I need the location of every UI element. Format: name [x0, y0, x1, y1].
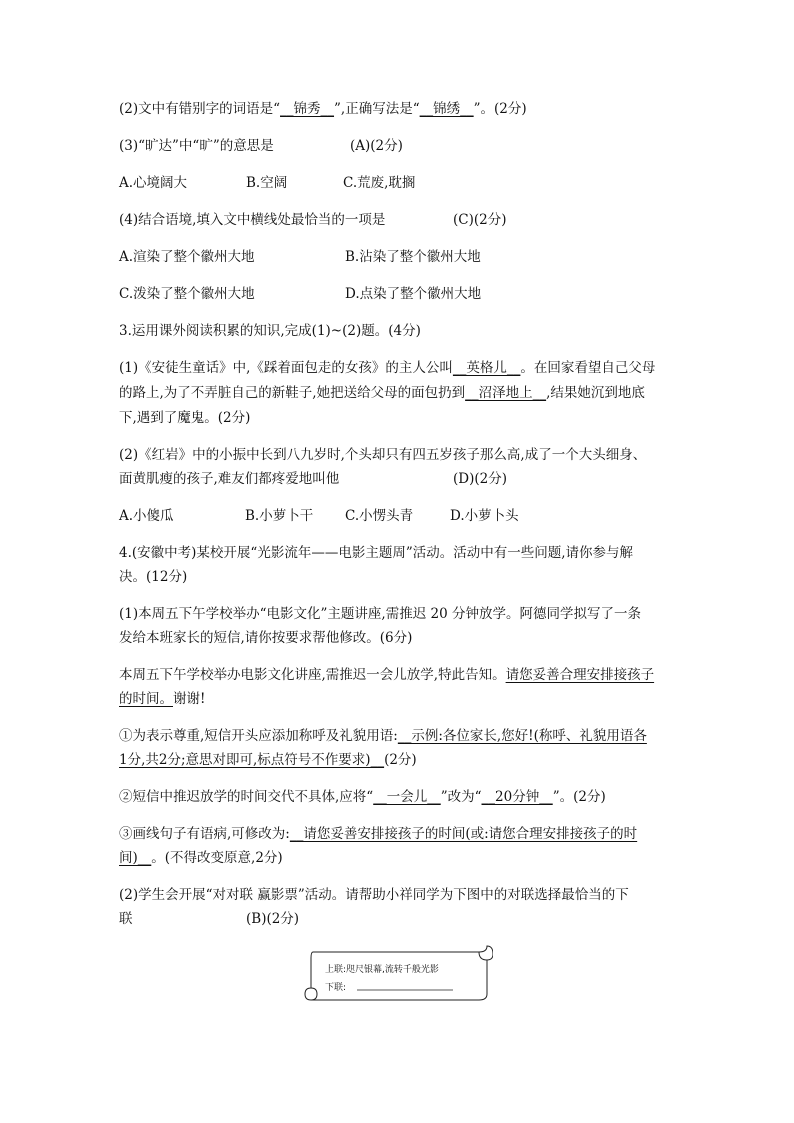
- q2-3-answer: (A)(2分): [350, 138, 403, 154]
- q4-1-line2: 发给本班家长的短信,请你按要求帮他修改。(6分): [119, 630, 413, 646]
- q4-2-answer: (B)(2分): [246, 911, 300, 927]
- q3-1-line2: 的路上,为了不弄脏自己的新鞋子,她把送给父母的面包扔到__沼泽地上__,结果她沉到地底: [119, 385, 645, 401]
- sms-line1: 本周五下午学校举办电影文化讲座,需推迟一会儿放学,特此告知。请您妥善合理安排接孩子: [119, 667, 655, 683]
- q4-1-line1: (1)本周五下午学校举办“电影文化”主题讲座,需推迟 20 分钟放学。阿德同学拟写了一条: [119, 606, 641, 622]
- q3-1-line3: 下,遇到了魔鬼。(2分): [119, 410, 251, 426]
- q3-1-answer1: __英格儿__: [452, 360, 521, 376]
- q3-2-line1: (2)《红岩》中的小振中长到八九岁时,个头却只有四五岁孩子那么高,成了一个大头细身、: [119, 447, 647, 463]
- q2-4-options-cd: C.泼染了整个徽州大地 D.点染了整个徽州大地: [119, 286, 482, 302]
- sub3-line1: ③画线句子有语病,可修改为:__请您妥善安排接孩子的时间(或:请您合理安排接孩子的时: [119, 826, 638, 842]
- q2-3-options: A.心境阔大 B.空阔 C.荒废,耽搁: [119, 175, 416, 191]
- q2-3-line: (3)“旷达”中“旷”的意思是 (A)(2分): [119, 138, 403, 154]
- sub2-answer2: __20分钟__: [481, 789, 553, 805]
- q2-4-answer: (C)(2分): [453, 212, 507, 228]
- sms-underlined-sentence: 请您妥善合理安排接孩子: [505, 667, 655, 683]
- q4-2-line2: 联 (B)(2分): [119, 911, 300, 927]
- q2-4-options-ab: A.渲染了整个徽州大地 B.沾染了整个徽州大地: [119, 249, 481, 265]
- q3-2-options: A.小傻瓜 B.小萝卜干 C.小愣头青 D.小萝卜头: [119, 508, 519, 524]
- q3-heading: 3.运用课外阅读积累的知识,完成(1)~(2)题。(4分): [119, 323, 421, 339]
- q2-2-correct-word: __锦绣__: [419, 101, 474, 117]
- sub1-answer: __示例:各位家长,您好!(称呼、礼貌用语各: [397, 728, 647, 744]
- q3-2-answer: (D)(2分): [453, 471, 507, 487]
- sub1-line2: 1分,共2分;意思对即可,标点符号不作要求)__(2分): [119, 752, 417, 768]
- sub3-answer: __请您妥善安排接孩子的时间(或:请您合理安排接孩子的时: [289, 826, 638, 842]
- q3-1-line1: (1)《安徒生童话》中,《踩着面包走的女孩》的主人公叫__英格儿__。在回家看望自己父母: [119, 360, 656, 376]
- q4-heading-line2: 决。(12分): [119, 569, 188, 585]
- couplet-upper: 上联:咫尺银幕,流转千般光影: [325, 965, 439, 975]
- sub2-line: ②短信中推迟放学的时间交代不具体,应将“__一会儿__”改为“__20分钟__”。(2分): [119, 789, 606, 805]
- sub3-line2: 间)__。(不得改变原意,2分): [119, 850, 283, 866]
- q4-heading-line1: 4.(安徽中考)某校开展“光影流年——电影主题周”活动。活动中有一些问题,请你参与解: [119, 545, 634, 561]
- sub1-line1: ①为表示尊重,短信开头应添加称呼及礼貌用语:__示例:各位家长,您好!(称呼、礼貌用语各: [119, 728, 647, 744]
- couplet-lower-label: 下联:: [325, 983, 347, 993]
- sub2-answer1: __一会儿__: [373, 789, 441, 805]
- q4-2-line1: (2)学生会开展“对对联 赢影票”活动。请帮助小祥同学为下图中的对联选择最恰当的下: [119, 887, 629, 903]
- q2-2-line: (2)文中有错别字的词语是“__锦秀__”,正确写法是“__锦绣__”。(2分): [119, 101, 527, 117]
- q3-2-line2: 面黄肌瘦的孩子,难友们都疼爱地叫他 (D)(2分): [119, 471, 507, 487]
- couplet-scroll: [303, 942, 493, 1004]
- q3-1-answer2: __沼泽地上__: [465, 385, 547, 401]
- sms-line2: 的时间。谢谢!: [119, 691, 206, 707]
- q2-4-line: (4)结合语境,填入文中横线处最恰当的一项是 (C)(2分): [119, 212, 507, 228]
- q2-2-wrong-word: __锦秀__: [280, 101, 335, 117]
